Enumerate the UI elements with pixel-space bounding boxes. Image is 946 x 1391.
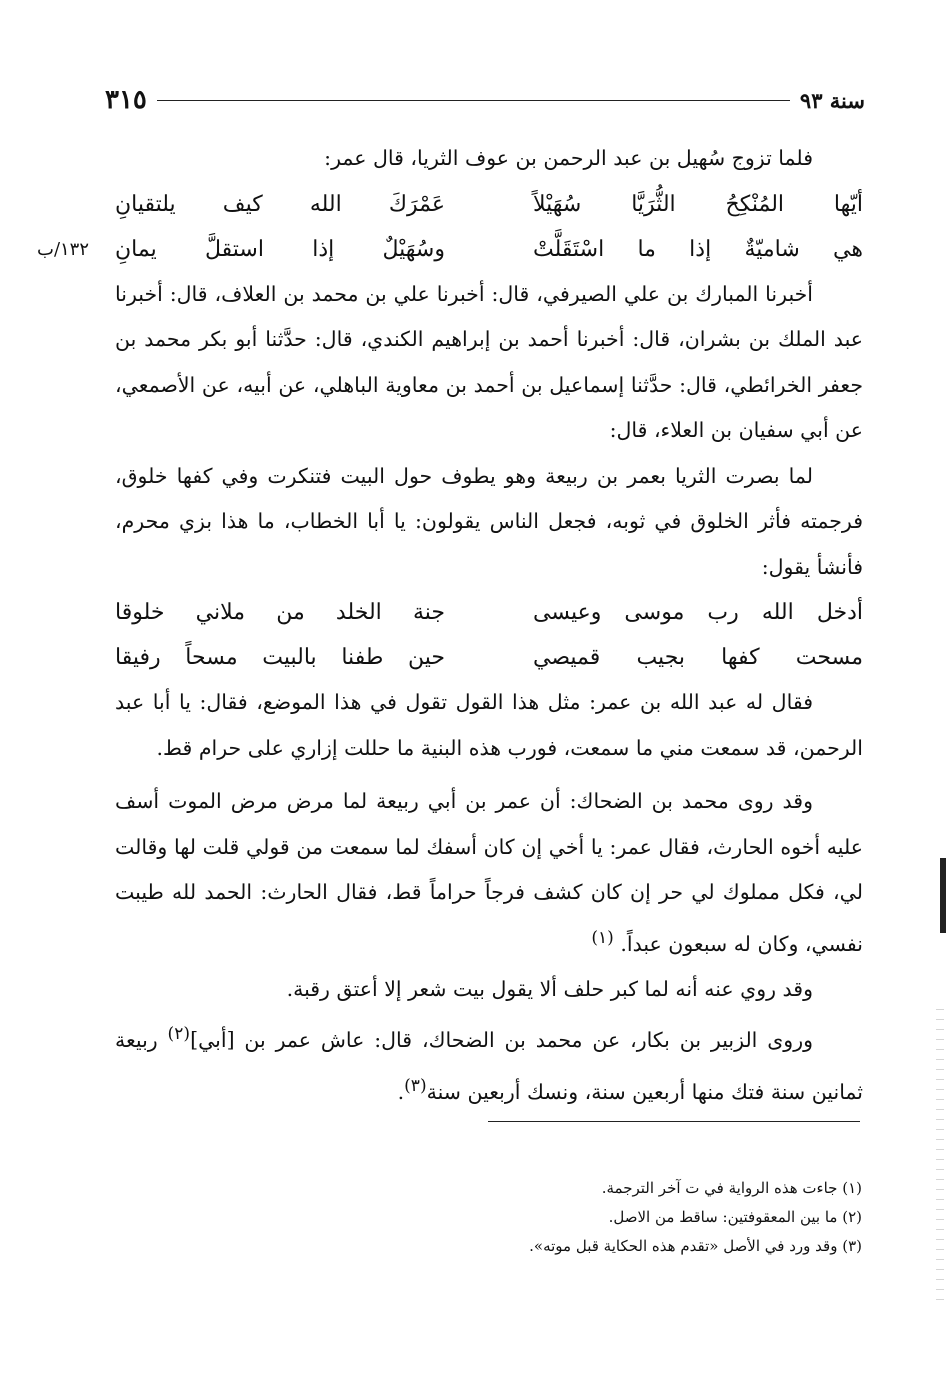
paragraph-1: فلما تزوج سُهيل بن عبد الرحمن بن عوف الثريا، قال عمر: <box>324 146 813 170</box>
footnote-1: (١) جاءت هذه الرواية في ت آخر الترجمة. <box>601 1179 862 1197</box>
manuscript-folio-note: ١٣٢/ب <box>37 238 90 260</box>
paragraph-gap <box>115 771 863 779</box>
footnote-ref-3: (٣) <box>404 1075 427 1096</box>
scan-edge-noise <box>936 1000 944 1300</box>
verse-line-3 <box>115 590 863 635</box>
running-head-year: سنة ٩٣ <box>799 87 865 113</box>
paragraph-7-text-a: وروى الزبير بن بكار، عن محمد بن الضحاك، قال: عاش عمر بن [أبي] <box>190 1028 813 1053</box>
verse-line-4 <box>115 635 863 680</box>
paragraph-4: فقال له عبد الله بن عمر: مثل هذا القول تقول في هذا الموضع، فقال: يا أبا عبد الرحمن، قد سمعت مني ما سمعت، فورب هذه البنية ما حللت إزاري على حرام قط. <box>115 690 863 760</box>
verse-line-2 <box>37 227 863 272</box>
header-rule <box>157 100 790 101</box>
footnote-3: (٣) وقد ورد في الأصل «تقدم هذه الحكاية قبل موته». <box>529 1237 862 1255</box>
page-header <box>105 80 865 120</box>
scan-edge-shadow <box>940 858 946 933</box>
verse-4-first-hemistich: مسحت كفها بجيب قميصي <box>533 645 863 670</box>
paragraph-7 <box>115 1012 863 1115</box>
paragraph-6: وقد روي عنه أنه لما كبر حلف ألا يقول بيت شعر إلا أعتق رقبة. <box>286 976 813 1001</box>
paragraph-3: لما بصرت الثريا بعمر بن ربيعة وهو يطوف حول البيت فتنكرت وفي كفها خلوق، فرجمته فأثر الخلوق في ثوبه، فجعل الناس يقولون: يا أبا الخطاب، ما هذا بزي محرم، فأنشأ يقول: <box>115 463 863 579</box>
footnote-separator <box>488 1121 860 1122</box>
verse-1-first-hemistich: أيّها المُنْكِحُ الثُّرَيَّا سُهَيْلاً <box>533 191 863 217</box>
paragraph-7-end: . <box>397 1079 405 1104</box>
footnotes <box>300 1174 862 1261</box>
paragraph-5-text: وقد روى محمد بن الضحاك: أن عمر بن أبي ربيعة لما مرض مرض الموت أسف عليه أخوه الحارث، فقال عمر: يا أخي إن كان أسفك لما سمعت من قولي قلت لها وقالت لي، فكل مملوك لي حر إن كان كشف فرجاً حراماً قط، فقال الحارث: الحمد لله طيبت نفسي، وكان له سبعون عبداً. <box>115 789 863 956</box>
paragraph-2: أخبرنا المبارك بن علي الصيرفي، قال: أخبرنا علي بن محمد بن العلاف، قال: أخبرنا عبد الملك بن بشران، قال: أخبرنا أحمد بن إبراهيم الكندي، قال: حدَّثنا أبو بكر محمد بن جعفر الخرائطي، قال: حدَّثنا إسماعيل بن أحمد بن معاوية الباهلي، عن أبيه، عن الأصمعي، عن أبي سفيان بن العلاء، قال: <box>115 281 863 442</box>
paragraph-5 <box>115 779 863 967</box>
footnote-ref-2: (٢) <box>167 1024 191 1045</box>
verse-2-second-hemistich: وسُهَيْلٌ إذا استقلَّ يمانِ <box>115 236 445 262</box>
verse-1-second-hemistich: عَمْرَكَ الله كيف يلتقيانِ <box>115 191 445 217</box>
main-text <box>37 136 863 1115</box>
verse-4-second-hemistich: حين طفنا بالبيت مسحاً رفيقا <box>115 645 445 670</box>
footnote-2: (٢) ما بين المعقوفتين: ساقط من الاصل. <box>608 1208 862 1226</box>
verse-3-first-hemistich: أدخل الله رب موسى وعيسى <box>533 600 863 625</box>
verse-line-1 <box>115 182 863 227</box>
verse-2-first-hemistich: هي شاميّةٌ إذا ما اسْتَقَلَّتْ <box>533 236 863 262</box>
verse-3-second-hemistich: جنة الخلد من ملاني خلوقا <box>115 600 445 625</box>
footnote-ref-1: (١) <box>591 927 614 948</box>
page-number: ٣١٥ <box>105 85 147 115</box>
paragraph-7-text-b: ربيعة ثمانين سنة فتك منها أربعين سنة، ونسك أربعين سنة <box>115 1028 863 1104</box>
